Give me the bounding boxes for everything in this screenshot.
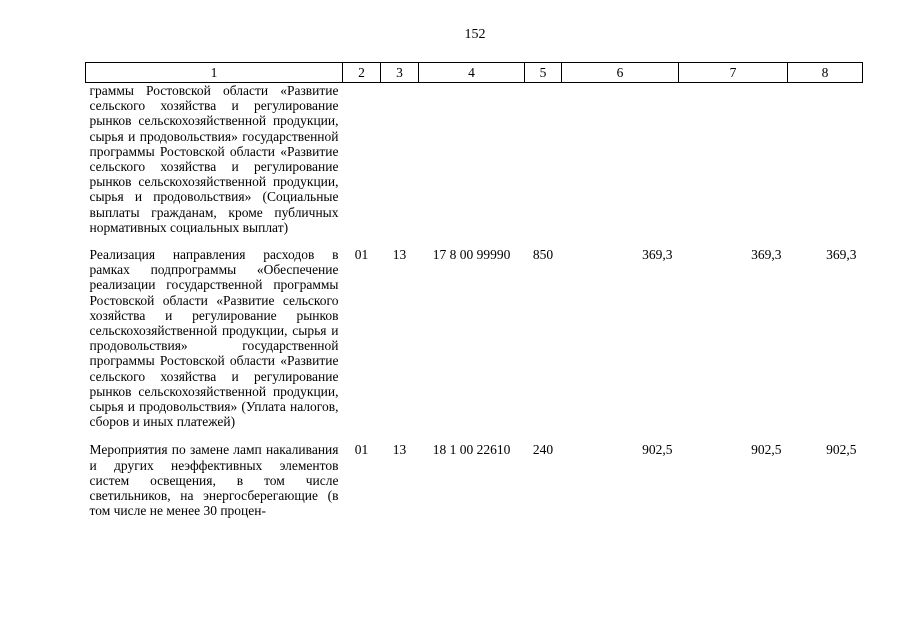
row-col-6: 369,3 xyxy=(642,247,673,263)
row-col-2: 01 xyxy=(354,247,369,263)
row-col-2: 01 xyxy=(354,442,369,458)
row-col-5: 240 xyxy=(532,442,554,458)
row-col-8: 369,3 xyxy=(826,247,857,263)
row-col-4: 18 1 00 22610 xyxy=(432,442,511,458)
row-col-3: 13 xyxy=(392,442,407,458)
row-col-2 xyxy=(343,83,381,246)
table-header xyxy=(86,63,863,83)
header-col-4: 4 xyxy=(419,63,525,83)
header-col-7: 7 xyxy=(679,63,788,83)
page-number: 152 xyxy=(464,27,486,42)
row-description: Мероприятия по замене ламп накаливания и других неэффективных элементов систем освещения, в том числе светильников, на энергосберегающие (в том числе не менее 30 процен- xyxy=(89,442,339,519)
header-col-5: 5 xyxy=(525,63,562,83)
header-col-6: 6 xyxy=(562,63,679,83)
row-description: граммы Ростовской области «Развитие сельского хозяйства и регулирование рынков сельскохозяйственной продукции, сырья и продовольствия» государственной программы Ростовской области «Развитие сельского хозяйства и регулирование рынков сельскохозяйственной продукции, сырья и продовольствия» (Социальные выплаты гражданам, кроме публичных нормативных социальных выплат) xyxy=(89,83,339,235)
header-row xyxy=(86,63,863,83)
table-row xyxy=(86,83,863,246)
header-col-3: 3 xyxy=(381,63,419,83)
row-col-5 xyxy=(525,83,562,246)
row-col-4 xyxy=(419,83,525,246)
row-col-8: 902,5 xyxy=(826,442,857,458)
table-row xyxy=(86,245,863,440)
row-description: Реализация направления расходов в рамках подпрограммы «Обеспечение реализации государственной программы Ростовской области «Развитие сельского хозяйства и регулирование рынков сельскохозяйственной продукции, сырья и продовольствия» государственной программы Ростовской области «Развитие сельского хозяйства и регулирование рынков сельскохозяйственной продукции, сырья и продовольствия» (Уплата налогов, сборов и иных платежей) xyxy=(89,247,339,430)
table-row xyxy=(86,440,863,529)
row-col-3: 13 xyxy=(392,247,407,263)
row-col-5: 850 xyxy=(532,247,554,263)
row-col-4: 17 8 00 99990 xyxy=(432,247,511,263)
row-col-6 xyxy=(562,83,679,246)
row-col-7: 369,3 xyxy=(751,247,782,263)
header-col-2: 2 xyxy=(343,63,381,83)
header-col-8: 8 xyxy=(788,63,863,83)
row-col-7: 902,5 xyxy=(751,442,782,458)
row-col-7 xyxy=(679,83,788,246)
table-body xyxy=(86,83,863,530)
budget-table xyxy=(85,62,863,529)
row-col-8 xyxy=(788,83,863,246)
row-col-3 xyxy=(381,83,419,246)
row-col-6: 902,5 xyxy=(642,442,673,458)
header-col-1: 1 xyxy=(86,63,343,83)
